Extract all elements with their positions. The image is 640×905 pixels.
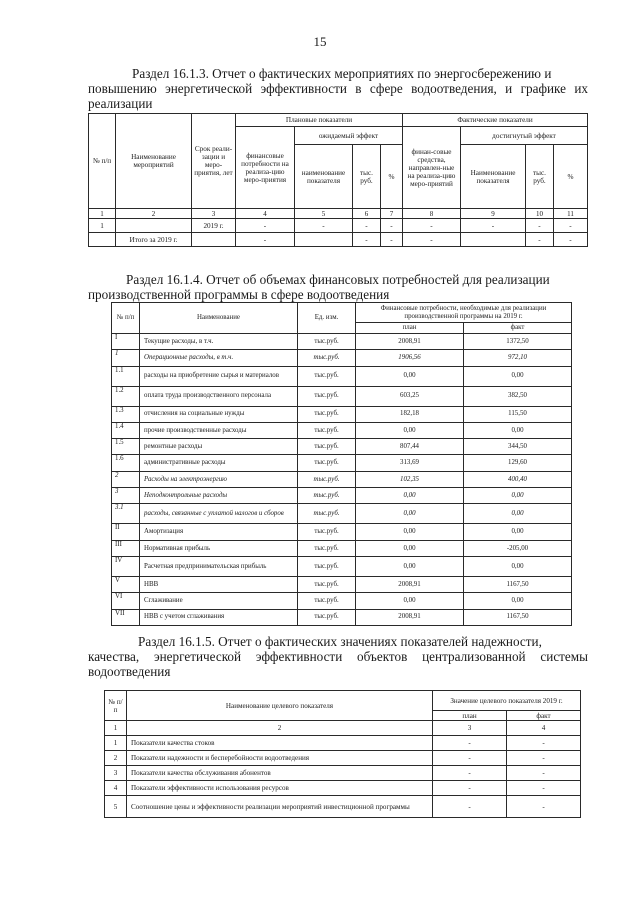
row-name: Показатели качества стоков (127, 736, 433, 751)
row-fact-value: 0,00 (464, 593, 572, 609)
row-name: Расходы на электроэнергию (140, 471, 298, 487)
row-plan-value: 0,00 (356, 488, 464, 504)
row-fact-value: 1372,50 (464, 334, 572, 350)
table-cell: - (403, 219, 461, 233)
row-unit: тыс.руб. (298, 556, 356, 576)
col-header-fact: факт (507, 711, 581, 721)
col-header-plan-finance: финансовые потребности на реализа-цию меро-приятия (236, 127, 295, 209)
table-cell (461, 233, 526, 247)
row-plan-value: 313,69 (356, 455, 464, 471)
row-number: 1.1 (112, 366, 140, 386)
table-cell: - (526, 219, 554, 233)
table-row (112, 524, 572, 540)
row-name: расходы на приобретение сырья и материалов (140, 366, 298, 386)
row-plan-value: 2008,91 (356, 334, 464, 350)
col-header-percent: % (554, 145, 588, 209)
heading-line: Раздел 16.1.3. Отчет о фактических мероприятиях по энергосбережению и (132, 66, 552, 81)
col-header-percent: % (381, 145, 403, 209)
table-cell (89, 233, 116, 247)
table-row (112, 386, 572, 406)
row-fact-value: 0,00 (464, 422, 572, 438)
row-number: II (112, 524, 140, 540)
row-number: 5 (105, 796, 127, 818)
row-name: Текущие расходы, в т.ч. (140, 334, 298, 350)
heading-line: их реализации (88, 81, 588, 111)
column-number: 1 (89, 209, 116, 219)
row-fact-value: 0,00 (464, 524, 572, 540)
row-unit: тыс.руб. (298, 455, 356, 471)
row-fact-value: - (507, 781, 581, 796)
row-unit: тыс.руб. (298, 439, 356, 455)
column-number: 7 (381, 209, 403, 219)
col-header-fact: Фактические показатели (403, 114, 588, 127)
column-number: 10 (526, 209, 554, 219)
col-header-expected-effect: ожидаемый эффект (295, 127, 403, 145)
energy-saving-measures-table (88, 113, 588, 247)
row-unit: тыс.руб. (298, 422, 356, 438)
table-cell: - (403, 233, 461, 247)
col-header-target-value: Значение целевого показателя 2019 г. (433, 691, 581, 711)
row-name: Расчетная предпринимательская прибыль (140, 556, 298, 576)
row-unit: тыс.руб. (298, 386, 356, 406)
row-unit: тыс.руб. (298, 524, 356, 540)
total-row (89, 233, 588, 247)
row-plan-value: - (433, 751, 507, 766)
row-plan-value: 2008,91 (356, 609, 464, 625)
row-fact-value: 0,00 (464, 504, 572, 524)
heading-line: качества, энергетической эффективности объектов централизованной системы (88, 649, 588, 664)
row-number: 1 (105, 736, 127, 751)
row-name: расходы, связанные с уплатой налогов и сборов (140, 504, 298, 524)
table-row (112, 576, 572, 592)
heading-line: водоотведения (88, 664, 171, 679)
column-number: 8 (403, 209, 461, 219)
row-fact-value: 344,50 (464, 439, 572, 455)
table-row (105, 736, 581, 751)
table-cell: 2019 г. (192, 219, 236, 233)
col-header-fact-finance: финан-совые средства, направлен-ные на реализа-цию меро-приятий (403, 127, 461, 209)
table-cell (192, 233, 236, 247)
col-header-thousand-rub: тыс. руб. (526, 145, 554, 209)
table-row (112, 609, 572, 625)
column-number: 2 (116, 209, 192, 219)
table-cell: - (554, 219, 588, 233)
row-name: ремонтные расходы (140, 439, 298, 455)
column-number-row (105, 721, 581, 736)
row-number: 2 (112, 471, 140, 487)
row-name: Соотношение цены и эффективности реализации мероприятий инвестиционной программы (127, 796, 433, 818)
row-plan-value: 603,25 (356, 386, 464, 406)
table-cell: - (526, 233, 554, 247)
row-unit: тыс.руб. (298, 366, 356, 386)
col-header-fact: факт (464, 323, 572, 334)
column-number: 5 (295, 209, 353, 219)
table-row (112, 504, 572, 524)
row-fact-value: - (507, 766, 581, 781)
row-name: Амортизация (140, 524, 298, 540)
table-row (105, 766, 581, 781)
row-fact-value: - (507, 751, 581, 766)
row-unit: тыс.руб. (298, 488, 356, 504)
row-plan-value: 1906,56 (356, 350, 464, 366)
table-cell: - (381, 219, 403, 233)
row-number: I (112, 334, 140, 350)
row-unit: тыс.руб. (298, 540, 356, 556)
row-plan-value: 0,00 (356, 422, 464, 438)
row-number: III (112, 540, 140, 556)
row-unit: тыс.руб. (298, 504, 356, 524)
row-fact-value: 115,50 (464, 406, 572, 422)
row-name: оплата труда производственного персонала (140, 386, 298, 406)
row-number: 1 (112, 350, 140, 366)
col-header-name: Наименование (140, 303, 298, 334)
row-unit: тыс.руб. (298, 334, 356, 350)
section-16-1-5-heading (88, 634, 588, 679)
row-fact-value: 0,00 (464, 556, 572, 576)
table-row (105, 796, 581, 818)
col-header-no: № п/п (105, 691, 127, 721)
table-cell (295, 233, 353, 247)
column-number: 6 (353, 209, 381, 219)
row-plan-value: 0,00 (356, 524, 464, 540)
table-row (112, 422, 572, 438)
row-plan-value: - (433, 766, 507, 781)
row-plan-value: - (433, 796, 507, 818)
row-number: 1.4 (112, 422, 140, 438)
row-unit: тыс.руб. (298, 350, 356, 366)
row-fact-value: -205,00 (464, 540, 572, 556)
row-plan-value: 0,00 (356, 540, 464, 556)
row-number: VII (112, 609, 140, 625)
row-plan-value: 0,00 (356, 504, 464, 524)
row-fact-value: 400,40 (464, 471, 572, 487)
col-header-unit: Ед. изм. (298, 303, 356, 334)
heading-line: Раздел 16.1.4. Отчет об объемах финансовых потребностей для реализации (126, 272, 550, 287)
table-row (112, 556, 572, 576)
col-header-plan: Плановые показатели (236, 114, 403, 127)
row-name: Показатели надежности и бесперебойности водоотведения (127, 751, 433, 766)
table-row (112, 471, 572, 487)
row-plan-value: 0,00 (356, 366, 464, 386)
row-fact-value: 382,50 (464, 386, 572, 406)
row-number: VI (112, 593, 140, 609)
row-name: НВВ (140, 576, 298, 592)
row-name: административные расходы (140, 455, 298, 471)
row-fact-value: 1167,50 (464, 609, 572, 625)
row-fact-value: 972,10 (464, 350, 572, 366)
row-plan-value: - (433, 736, 507, 751)
heading-line: производственной программы в сфере водоотведения (88, 287, 390, 302)
col-header-financial-needs: Финансовые потребности, необходимые для реализации производственной программы на 2019 г. (356, 303, 572, 323)
column-number-row (89, 209, 588, 219)
column-number: 3 (433, 721, 507, 736)
table-row (112, 455, 572, 471)
row-plan-value: 2008,91 (356, 576, 464, 592)
table-cell: - (353, 233, 381, 247)
col-header-indicator: Наименование показателя (461, 145, 526, 209)
row-fact-value: - (507, 796, 581, 818)
section-16-1-4-heading (88, 272, 588, 302)
row-name: Операционные расходы, в т.ч. (140, 350, 298, 366)
row-number: V (112, 576, 140, 592)
row-number: 1.3 (112, 406, 140, 422)
row-number: IV (112, 556, 140, 576)
col-header-plan: план (433, 711, 507, 721)
heading-line: Раздел 16.1.5. Отчет о фактических значениях показателей надежности, (138, 634, 542, 649)
row-number: 2 (105, 751, 127, 766)
row-name: Неподконтрольные расходы (140, 488, 298, 504)
col-header-thousand-rub: тыс. руб. (353, 145, 381, 209)
row-plan-value: 807,44 (356, 439, 464, 455)
row-fact-value: 1167,50 (464, 576, 572, 592)
section-16-1-3-heading (88, 66, 588, 111)
row-number: 3.1 (112, 504, 140, 524)
row-number: 3 (105, 766, 127, 781)
row-unit: тыс.руб. (298, 609, 356, 625)
table-row (112, 406, 572, 422)
row-name: НВВ с учетом сглаживания (140, 609, 298, 625)
row-unit: тыс.руб. (298, 576, 356, 592)
column-number: 11 (554, 209, 588, 219)
table-row (112, 334, 572, 350)
indicator-rows (105, 736, 581, 818)
heading-line: повышению энергетической эффективности в сфере водоотведения, и графике (88, 81, 566, 96)
row-number: 3 (112, 488, 140, 504)
column-number: 3 (192, 209, 236, 219)
col-header-achieved-effect: достигнутый эффект (461, 127, 588, 145)
column-number: 9 (461, 209, 526, 219)
column-number: 4 (507, 721, 581, 736)
table-row (105, 781, 581, 796)
row-number: 4 (105, 781, 127, 796)
col-header-name: Наименование мероприятий (116, 114, 192, 209)
col-header-indicator: наименование показателя (295, 145, 353, 209)
table-cell (116, 219, 192, 233)
row-number: 1.5 (112, 439, 140, 455)
col-header-no: № п/п (89, 114, 116, 209)
table-row (112, 488, 572, 504)
target-indicators-table (104, 690, 581, 818)
row-name: Сглаживание (140, 593, 298, 609)
col-header-name: Наименование целевого показателя (127, 691, 433, 721)
table-row (112, 540, 572, 556)
table-cell: - (295, 219, 353, 233)
column-number: 4 (236, 209, 295, 219)
table-row (105, 751, 581, 766)
col-header-term: Срок реали-зации и меро-приятия, лет (192, 114, 236, 209)
table-cell: 1 (89, 219, 116, 233)
row-plan-value: 182,18 (356, 406, 464, 422)
financial-rows (112, 334, 572, 626)
table-cell: - (461, 219, 526, 233)
row-name: прочие производственные расходы (140, 422, 298, 438)
column-number: 1 (105, 721, 127, 736)
row-unit: тыс.руб. (298, 406, 356, 422)
table-cell: - (381, 233, 403, 247)
row-unit: тыс.руб. (298, 593, 356, 609)
col-header-plan: план (356, 323, 464, 334)
row-name: отчисления на социальные нужды (140, 406, 298, 422)
row-name: Нормативная прибыль (140, 540, 298, 556)
row-fact-value: 0,00 (464, 488, 572, 504)
row-fact-value: - (507, 736, 581, 751)
row-number: 1.6 (112, 455, 140, 471)
row-plan-value: - (433, 781, 507, 796)
row-fact-value: 0,00 (464, 366, 572, 386)
table-row (112, 439, 572, 455)
row-fact-value: 129,60 (464, 455, 572, 471)
page-number: 15 (313, 34, 327, 49)
table-cell: - (353, 219, 381, 233)
row-name: Показатели эффективности использования ресурсов (127, 781, 433, 796)
financial-needs-table (111, 302, 572, 626)
table-row (112, 593, 572, 609)
row-plan-value: 0,00 (356, 593, 464, 609)
table-cell: Итого за 2019 г. (116, 233, 192, 247)
row-plan-value: 0,00 (356, 556, 464, 576)
table-row (112, 366, 572, 386)
table-cell: - (554, 233, 588, 247)
row-plan-value: 102,35 (356, 471, 464, 487)
column-number: 2 (127, 721, 433, 736)
table-row (112, 350, 572, 366)
table-row (89, 219, 588, 233)
row-name: Показатели качества обслуживания абонентов (127, 766, 433, 781)
row-number: 1.2 (112, 386, 140, 406)
table-cell: - (236, 219, 295, 233)
table-cell: - (236, 233, 295, 247)
col-header-no: № п/п (112, 303, 140, 334)
row-unit: тыс.руб. (298, 471, 356, 487)
